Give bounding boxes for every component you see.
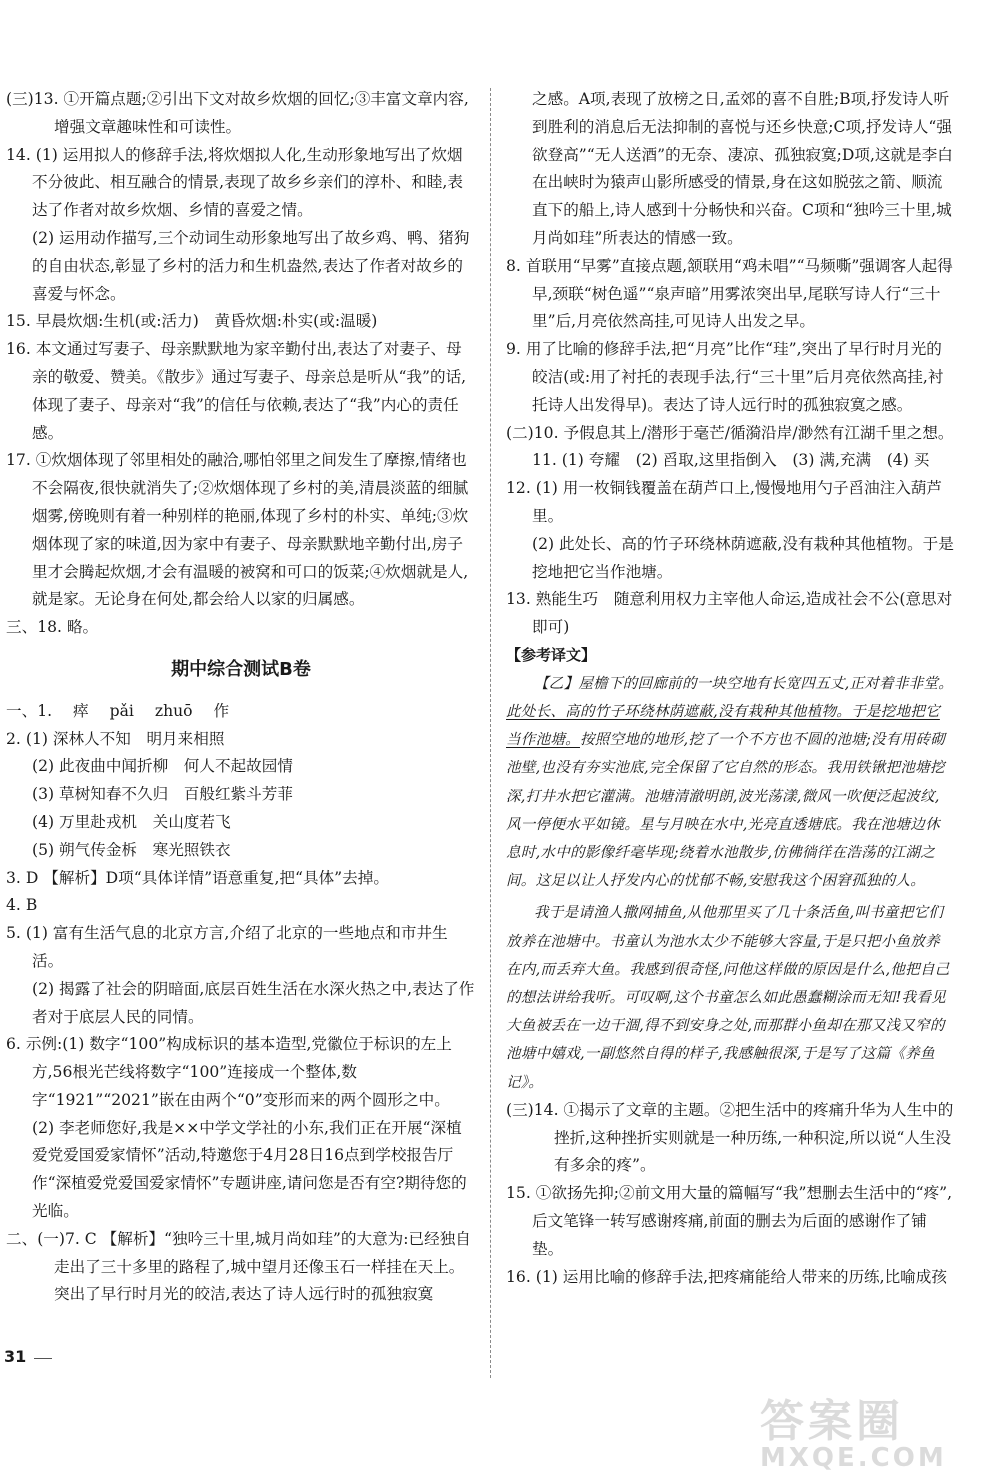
answer-4: 4. B bbox=[6, 896, 38, 915]
answer-9: 9. 用了比喻的修辞手法,把“月亮”比作“珪”,突出了早行时月光的皎洁(或:用了衬托的表现手法,行“三十里”后月亮依然高挂,衬托诗人出发得早)。表达了诗人远行时的孤独寂寞之感。 bbox=[506, 340, 944, 414]
answer-7: 二、(一)7. C 【解析】“独吟三十里,城月尚如珪”的大意为:已经独自走出了三十多里的路程了,城中望月还像玉石一样挂在天上。突出了早行时月光的皎洁,表达了诗人远行时的孤独寂寞 bbox=[6, 1229, 471, 1304]
answer-1-item: 作 bbox=[213, 701, 230, 720]
answer-1-item: pǎi bbox=[109, 701, 134, 720]
answer-12-2: (2) 此处长、高的竹子环绕林荫遮蔽,没有栽种其他植物。于是挖地把它当作池塘。 bbox=[532, 534, 954, 581]
answer-1-item: zhuō bbox=[154, 701, 193, 720]
answer-2 bbox=[6, 726, 476, 754]
answer-15-right: 15. ①欲扬先抑;②前文用大量的篇幅写“我”想删去生活中的“疼”,后文笔锋一转写感谢疼痛,前面的删去为后面的感谢作了铺垫。 bbox=[506, 1184, 953, 1258]
answer-17: 17. ①炊烟体现了邻里相处的融洽,哪怕邻里之间发生了摩擦,情绪也不会隔夜,很快就消失了;②炊烟体现了乡村的美,清晨淡蓝的细腻烟雾,傍晚则有着一种别样的艳丽,体现了乡村的朴实、单纯;③炊烟体现了家的味道,因为家中有妻子、母亲默默地辛勤付出,房子里才会腾起炊烟,才会有温暖的被窝和可口的饭菜;④炊烟就是人,就是家。无论身在何处,都会给人以家的归属感。 bbox=[6, 451, 469, 609]
section-title: 期中综合测试B卷 bbox=[171, 658, 311, 680]
answer-1-item: 瘁 bbox=[73, 701, 89, 720]
reference-translation-heading: 【参考译文】 bbox=[506, 645, 597, 664]
watermark-logo bbox=[760, 1385, 990, 1471]
answer-12-1: 12. (1) 用一枚铜钱覆盖在葫芦口上,慢慢地用勺子舀油注入葫芦里。 bbox=[506, 479, 943, 525]
answer-1 bbox=[6, 698, 476, 726]
page-number: 31 bbox=[4, 1347, 27, 1366]
answer-14-2: (2) 运用动作描写,三个动词生动形象地写出了故乡鸡、鸭、猪狗的自由状态,彰显了乡村的活力和生机盎然,表达了作者对故乡的喜爱与怀念。 bbox=[32, 228, 470, 303]
watermark-text-en: MXQE.COM bbox=[760, 1443, 947, 1473]
answer-6-1: 6. 示例:(1) 数字“100”构成标识的基本造型,党徽位于标识的左上方,56根光芒线将数字“100”连接成一个整体,数字“1921”“2021”嵌在由两个“0”变形而来的两个圆形之中。 bbox=[6, 1035, 452, 1109]
translation-1-start: 【乙】屋檐下的回廊前的一块空地有长宽四五丈,正对着非非堂。 bbox=[534, 674, 954, 692]
answer-13-right: 13. 熟能生巧 随意利用权力主宰他人命运,造成社会不公(意思对即可) bbox=[506, 590, 953, 637]
answer-2-item: (3) 草树知春不久归 百般红紫斗芳菲 bbox=[32, 785, 293, 804]
answer-1-label: 一、1. bbox=[6, 701, 53, 720]
answer-5-1: 5. (1) 富有生活气息的北京方言,介绍了北京的一些地点和市井生活。 bbox=[6, 924, 448, 970]
answer-8: 8. 首联用“早雾”直接点题,颔联用“鸡未唱”“马频嘶”强调客人起得早,颈联“树色遥”“泉声暗”用雾浓突出早,尾联写诗人行“三十里”后,月亮依然高挂,可见诗人出发之早。 bbox=[506, 256, 953, 331]
answer-16: 16. 本文通过写妻子、母亲默默地为家辛勤付出,表达了对妻子、母亲的敬爱、赞美。《散步》通过写妻子、母亲总是听从“我”的话,体现了妻子、母亲对“我”的信任与依赖,表达了“我”内心的责任感。 bbox=[6, 340, 467, 442]
translation-paragraph-2: 我于是请渔人撒网捕鱼,从他那里买了几十条活鱼,叫书童把它们放养在池塘中。书童认为池水太少不能够大容量,于是只把小鱼放养在内,而丢弃大鱼。我感到很奇怪,问他这样做的原因是什么,他把自己的想法讲给我听。可叹啊,这个书童怎么如此愚蠢糊涂而无知!我看见大鱼被丢在一边干涸,得不到安身之处,而那群小鱼却在那又浅又窄的池塘中嬉戏,一副悠然自得的样子,我感触很深,于是写了这篇《养鱼记》。 bbox=[506, 904, 950, 1091]
left-column bbox=[6, 86, 476, 1309]
answer-2-item: (1) 深林人不知 明月来相照 bbox=[25, 729, 225, 748]
translation-1-end: 按照空地的地形,挖了一个不方也不圆的池塘;没有用砖砌池壁,也没有夯实池底,完全保留了它自然的形态。我用铁锹把池塘挖深,打井水把它灌满。池塘清澈明朗,波光荡漾,微风一吹便泛起波纹,风一停便水平如镜。星与月映在水中,光亮直透塘底。我在池塘边休息时,水中的影像纤毫毕现;绕着水池散步,仿佛徜徉在浩荡的江湖之间。这足以让人抒发内心的忧郁不畅,安慰我这个困窘孤独的人。 bbox=[506, 731, 945, 890]
answer-15: 15. 早晨炊烟:生机(或:活力) 黄昏炊烟:朴实(或:温暖) bbox=[6, 312, 378, 331]
translation-1-underlined: 此处长、高的竹子环绕林荫遮蔽,没有栽种其他植物。于是挖地把它当作池塘。 bbox=[506, 702, 940, 749]
answer-2-item: (5) 朔气传金柝 寒光照铁衣 bbox=[32, 840, 231, 859]
answer-2-label: 2. bbox=[6, 729, 21, 748]
answer-7-continued: 之感。A项,表现了放榜之日,孟郊的喜不自胜;B项,抒发诗人听到胜利的消息后无法抑制的喜悦与还乡快意;C项,抒发诗人“强欲登高”“无人送酒”的无奈、凄凉、孤独寂寞;D项,这就是李白在出峡时为猿声山影所感受的情景,身在这如脱弦之箭、顺流直下的船上,诗人感到十分畅快和兴奋。C项和“独吟三十里,城月尚如珪”所表达的情感一致。 bbox=[532, 90, 953, 247]
answer-18: 三、18. 略。 bbox=[6, 618, 99, 637]
answer-16-right: 16. (1) 运用比喻的修辞手法,把疼痛能给人带来的历练,比喻成孩 bbox=[506, 1267, 947, 1286]
right-column bbox=[506, 86, 954, 1291]
page-number-rule bbox=[34, 1358, 52, 1359]
watermark-text-cn: 答案圈 bbox=[760, 1396, 904, 1447]
answer-14-1: 14. (1) 运用拟人的修辞手法,将炊烟拟人化,生动形象地写出了炊烟不分彼此、相互融合的情景,表现了故乡乡亲们的淳朴、和睦,表达了作者对故乡炊烟、乡情的喜爱之情。 bbox=[6, 145, 463, 220]
answer-5-2: (2) 揭露了社会的阴暗面,底层百姓生活在水深火热之中,表达了作者对于底层人民的同情。 bbox=[32, 979, 475, 1026]
answer-13: (三)13. ①开篇点题;②引出下文对故乡炊烟的回忆;③丰富文章内容,增强文章趣味性和可读性。 bbox=[6, 90, 469, 136]
translation-paragraph-1 bbox=[506, 670, 954, 896]
answer-6-2: (2) 李老师您好,我是××中学文学社的小东,我们正在开展“深植爱党爱国爱家情怀”活动,特邀您于4月28日16点到学校报告厅作“深植爱党爱国爱家情怀”专题讲座,请问您是否有空?期待您的光临。 bbox=[32, 1118, 467, 1221]
answer-3: 3. D 【解析】D项“具体详情”语意重复,把“具体”去掉。 bbox=[6, 868, 389, 887]
answer-2-item: (4) 万里赴戎机 关山度若飞 bbox=[32, 812, 231, 831]
column-divider bbox=[490, 88, 491, 1378]
answer-11: 11. (1) 夸耀 (2) 舀取,这里指倒入 (3) 满,充满 (4) 买 bbox=[532, 451, 930, 470]
answer-2-item: (2) 此夜曲中闻折柳 何人不起故园情 bbox=[32, 757, 293, 776]
answer-10: (二)10. 予假息其上/潜形于毫芒/循漪沿岸/渺然有江湖千里之想。 bbox=[506, 423, 954, 442]
answer-14-right: (三)14. ①揭示了文章的主题。②把生活中的疼痛升华为人生中的挫折,这种挫折实则就是一种历练,一种积淀,所以说“人生没有多余的疼”。 bbox=[506, 1100, 954, 1175]
